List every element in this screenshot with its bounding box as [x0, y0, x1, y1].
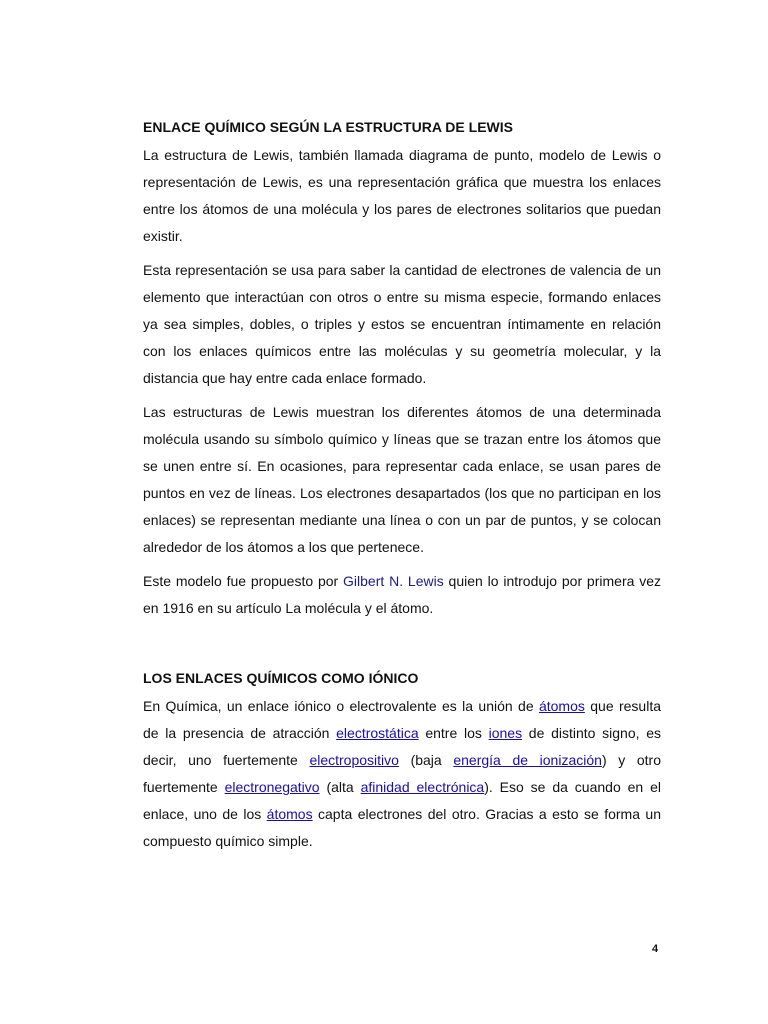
- text-fragment: ). Eso se da cuando en el enlace, uno de los: [143, 779, 661, 822]
- link-atomos-2[interactable]: átomos: [266, 806, 313, 822]
- text-fragment: que resulta de la presencia de atracción: [143, 698, 661, 741]
- text-fragment: capta electrones del otro. Gracias a esto se forma un compuesto químico simple.: [143, 806, 662, 849]
- text-fragment: (baja: [398, 752, 454, 768]
- link-atomos[interactable]: átomos: [538, 698, 585, 714]
- link-gilbert-lewis[interactable]: Gilbert N. Lewis: [343, 573, 444, 589]
- link-electropositivo[interactable]: electropositivo: [309, 752, 399, 768]
- link-energia-ionizacion[interactable]: energía de ionización: [453, 752, 602, 768]
- text-fragment: En Química, un enlace iónico o electrovalente es la unión de: [143, 698, 539, 714]
- link-electronegativo[interactable]: electronegativo: [224, 779, 320, 795]
- page-number: 4: [652, 943, 659, 955]
- text-fragment: ) y otro fuertemente: [143, 752, 661, 795]
- paragraph-lewis-structures: Las estructuras de Lewis muestran los diferentes átomos de una determinada molécula usando su símbolo químico y líneas que se trazan entre los átomos que se unen entre sí. En ocasiones, para representar cada enlace, se usan pares de puntos en vez de líneas. Los electrones desapartados (los que no participan en los enlaces) se representan mediante una línea o con un par de puntos, y se colocan alrededor de los átomos a los que pertenece.: [143, 404, 661, 555]
- text-fragment: Este modelo fue propuesto por: [143, 573, 344, 589]
- section-ionic: [143, 667, 661, 855]
- paragraph-ionic-bond: [143, 693, 661, 855]
- text-fragment: quien lo introdujo por primera vez en 1916 en su artículo La molécula y el átomo.: [143, 573, 662, 616]
- link-afinidad-electronica[interactable]: afinidad electrónica: [360, 779, 485, 795]
- text-fragment: entre los: [418, 725, 489, 741]
- document-body: [143, 116, 661, 862]
- paragraph-lewis-definition: La estructura de Lewis, también llamada diagrama de punto, modelo de Lewis o representación de Lewis, es una representación gráfica que muestra los enlaces entre los átomos de una molécula y los pares de electrones solitarios que puedan existir.: [143, 147, 661, 244]
- section-heading-ionic: LOS ENLACES QUÍMICOS COMO IÓNICO: [143, 670, 419, 686]
- paragraph-lewis-origin: [143, 568, 661, 622]
- link-electrostatica[interactable]: electrostática: [336, 725, 419, 741]
- paragraph-lewis-usage: Esta representación se usa para saber la cantidad de electrones de valencia de un elemento que interactúan con otros o entre su misma especie, formando enlaces ya sea simples, dobles, o triples y estos se encuentran íntimamente en relación con los enlaces químicos entre las moléculas y su geometría molecular, y la distancia que hay entre cada enlace formado.: [143, 262, 661, 386]
- text-fragment: (alta: [319, 779, 361, 795]
- text-fragment: de distinto signo, es decir, uno fuertemente: [143, 725, 662, 768]
- link-iones[interactable]: iones: [488, 725, 523, 741]
- section-heading-lewis: ENLACE QUÍMICO SEGÚN LA ESTRUCTURA DE LEWIS: [143, 119, 513, 135]
